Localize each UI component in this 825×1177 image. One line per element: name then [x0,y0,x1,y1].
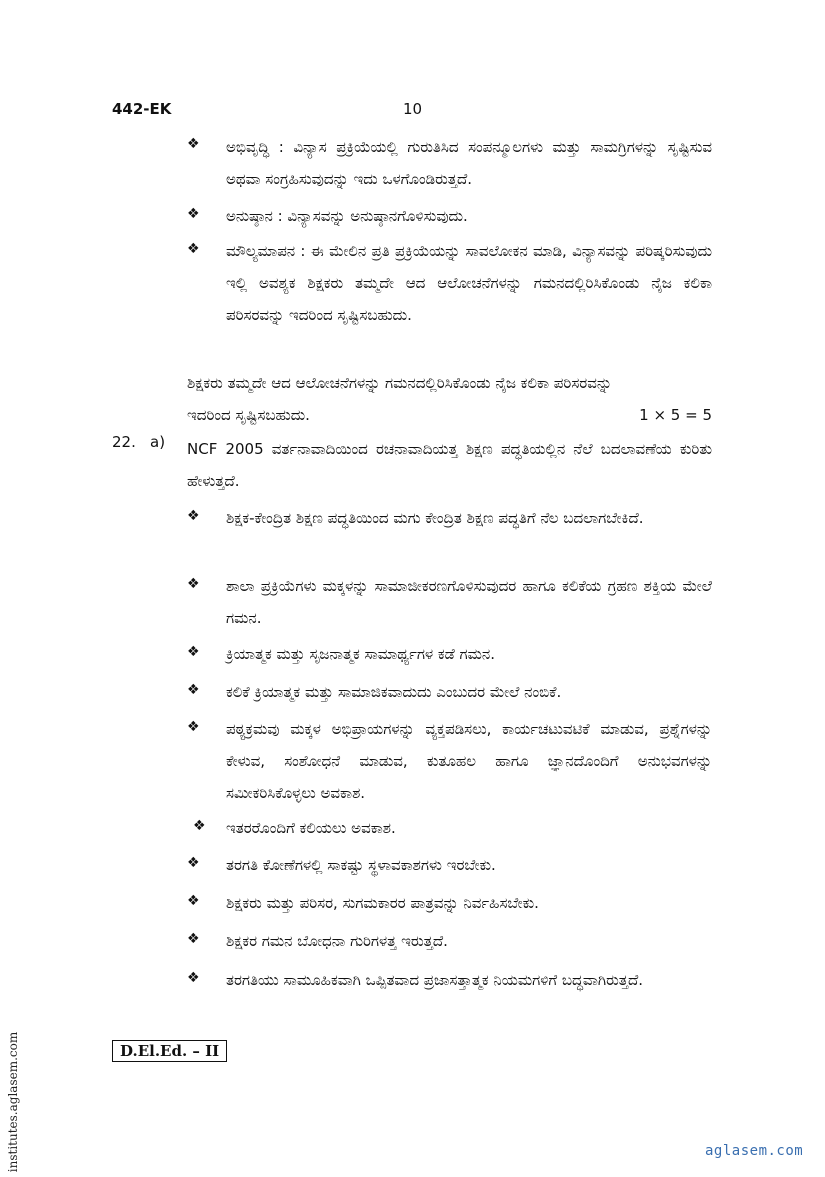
summary-line-2: ಇದರಿಂದ ಸೃಷ್ಟಿಸಬಹುದು. [187,406,310,424]
corner-watermark: aglasem.com [705,1143,804,1159]
bullet-icon: ❖ [187,682,200,698]
bullet-icon: ❖ [187,576,200,592]
bullet-icon: ❖ [187,136,200,152]
answer-point: ಶಿಕ್ಷಕ-ಕೇಂದ್ರಿತ ಶಿಕ್ಷಣ ಪದ್ಧತಿಯಿಂದ ಮಗು ಕೇಂದ್ರಿತ ಶಿಕ್ಷಣ ಪದ್ಧತಿಗೆ ನೆಲ ಬದಲಾಗಬೇಕಿದೆ. [226,509,644,527]
side-watermark: institutes.aglasem.com [6,1031,20,1173]
question-part: a) [150,433,166,451]
question-number: 22. [112,433,136,451]
bullet-icon: ❖ [187,970,200,986]
bullet-icon: ❖ [187,508,200,524]
answer-point: ತರಗತಿ ಕೋಣೆಗಳಲ್ಲಿ ಸಾಕಷ್ಟು ಸ್ಥಳಾವಕಾಶಗಳು ಇರಬೇಕು. [226,856,496,874]
course-label: D.El.Ed. – II [112,1040,227,1062]
bullet-icon: ❖ [187,719,200,735]
marks-allocation: 1 × 5 = 5 [639,406,712,424]
bullet-evaluation: ಮೌಲ್ಯಮಾಪನ : ಈ ಮೇಲಿನ ಪ್ರತಿ ಪ್ರಕ್ರಿಯೆಯನ್ನು ಸಾವಲೋಕನ ಮಾಡಿ, ವಿನ್ಯಾಸವನ್ನು ಪರಿಷ್ಕರಿಸುವುದು ಇಲ್ಲಿ ಅವಶ್ಯಕ ಶಿಕ್ಷಕರು ತಮ್ಮದೇ ಆದ ಆಲೋಚನೆಗಳನ್ನು ಗಮನದಲ್ಲಿರಿಸಿಕೊಂಡು ನೈಜ ಕಲಿಕಾ ಪರಿಸರವನ್ನು ಇದರಿಂದ ಸೃಷ್ಟಿಸಬಹುದು. [226,242,712,324]
bullet-icon: ❖ [187,931,200,947]
answer-point: ಶಾಲಾ ಪ್ರಕ್ರಿಯೆಗಳು ಮಕ್ಕಳನ್ನು ಸಾಮಾಜೀಕರಣಗೊಳಿಸುವುದರ ಹಾಗೂ ಕಲಿಕೆಯ ಗ್ರಹಣ ಶಕ್ತಿಯ ಮೇಲೆ ಗಮನ. [226,577,712,627]
bullet-icon: ❖ [193,818,206,834]
answer-point: ಶಿಕ್ಷಕರ ಗಮನ ಬೋಧನಾ ಗುರಿಗಳತ್ತ ಇರುತ್ತದೆ. [226,932,448,950]
answer-point: ಕಲಿಕೆ ಕ್ರಿಯಾತ್ಮಕ ಮತ್ತು ಸಾಮಾಜಿಕವಾದುದು ಎಂಬುದರ ಮೇಲೆ ನಂಬಿಕೆ. [226,683,562,701]
summary-line-1: ಶಿಕ್ಷಕರು ತಮ್ಮದೇ ಆದ ಆಲೋಚನೆಗಳನ್ನು ಗಮನದಲ್ಲಿರಿಸಿಕೊಂಡು ನೈಜ ಕಲಿಕಾ ಪರಿಸರವನ್ನು [187,374,612,392]
answer-point: ಕ್ರಿಯಾತ್ಮಕ ಮತ್ತು ಸೃಜನಾತ್ಮಕ ಸಾಮಾರ್ಥ್ಯಗಳ ಕಡೆ ಗಮನ. [226,645,496,663]
answer-point: ತರಗತಿಯು ಸಾಮೂಹಿಕವಾಗಿ ಒಪ್ಪಿತವಾದ ಪ್ರಜಾಸತ್ತಾತ್ಮಕ ನಿಯಮಗಳಿಗೆ ಬದ್ಧವಾಗಿರುತ್ತದೆ. [226,971,644,989]
bullet-icon: ❖ [187,206,200,222]
bullet-development: ಅಭಿವೃದ್ಧಿ : ವಿನ್ಯಾಸ ಪ್ರಕ್ರಿಯೆಯಲ್ಲಿ ಗುರುತಿಸಿದ ಸಂಪನ್ಮೂಲಗಳು ಮತ್ತು ಸಾಮಗ್ರಿಗಳನ್ನು ಸೃಷ್ಟಿಸುವ ಅಥವಾ ಸಂಗ್ರಹಿಸುವುದನ್ನು ಇದು ಒಳಗೊಂಡಿರುತ್ತದೆ. [226,138,712,188]
bullet-icon: ❖ [187,644,200,660]
paper-code: 442-EK [112,100,172,118]
summary-paragraph [187,367,712,431]
answer-point: ಇತರರೊಂದಿಗೆ ಕಲಿಯಲು ಅವಕಾಶ. [226,819,396,837]
bullet-icon: ❖ [187,855,200,871]
bullet-implementation: ಅನುಷ್ಠಾನ : ವಿನ್ಯಾಸವನ್ನು ಅನುಷ್ಠಾನಗೊಳಿಸುವುದು. [226,207,468,225]
question-intro: NCF 2005 ವರ್ತನಾವಾದಿಯಿಂದ ರಚನಾವಾದಿಯತ್ತ ಶಿಕ್ಷಣ ಪದ್ಧತಿಯಲ್ಲಿನ ನೆಲೆ ಬದಲಾವಣೆಯ ಕುರಿತು ಹೇಳುತ್ತದೆ. [187,440,712,490]
page-number: 10 [403,100,423,118]
answer-point: ಶಿಕ್ಷಕರು ಮತ್ತು ಪರಿಸರ, ಸುಗಮಕಾರರ ಪಾತ್ರವನ್ನು ನಿರ್ವಹಿಸಬೇಕು. [226,894,539,912]
bullet-icon: ❖ [187,893,200,909]
answer-point: ಪಠ್ಯಕ್ರಮವು ಮಕ್ಕಳ ಅಭಿಪ್ರಾಯಗಳನ್ನು ವ್ಯಕ್ತಪಡಿಸಲು, ಕಾರ್ಯಚಟುವಟಿಕೆ ಮಾಡುವ, ಪ್ರಶ್ನೆಗಳನ್ನು ಕೇಳುವ, ಸಂಶೋಧನೆ ಮಾಡುವ, ಕುತೂಹಲ ಹಾಗೂ ಜ್ಞಾನದೊಂದಿಗೆ ಅನುಭವಗಳನ್ನು ಸಮೀಕರಿಸಿಕೊಳ್ಳಲು ಅವಕಾಶ. [226,720,712,802]
bullet-icon: ❖ [187,241,200,257]
